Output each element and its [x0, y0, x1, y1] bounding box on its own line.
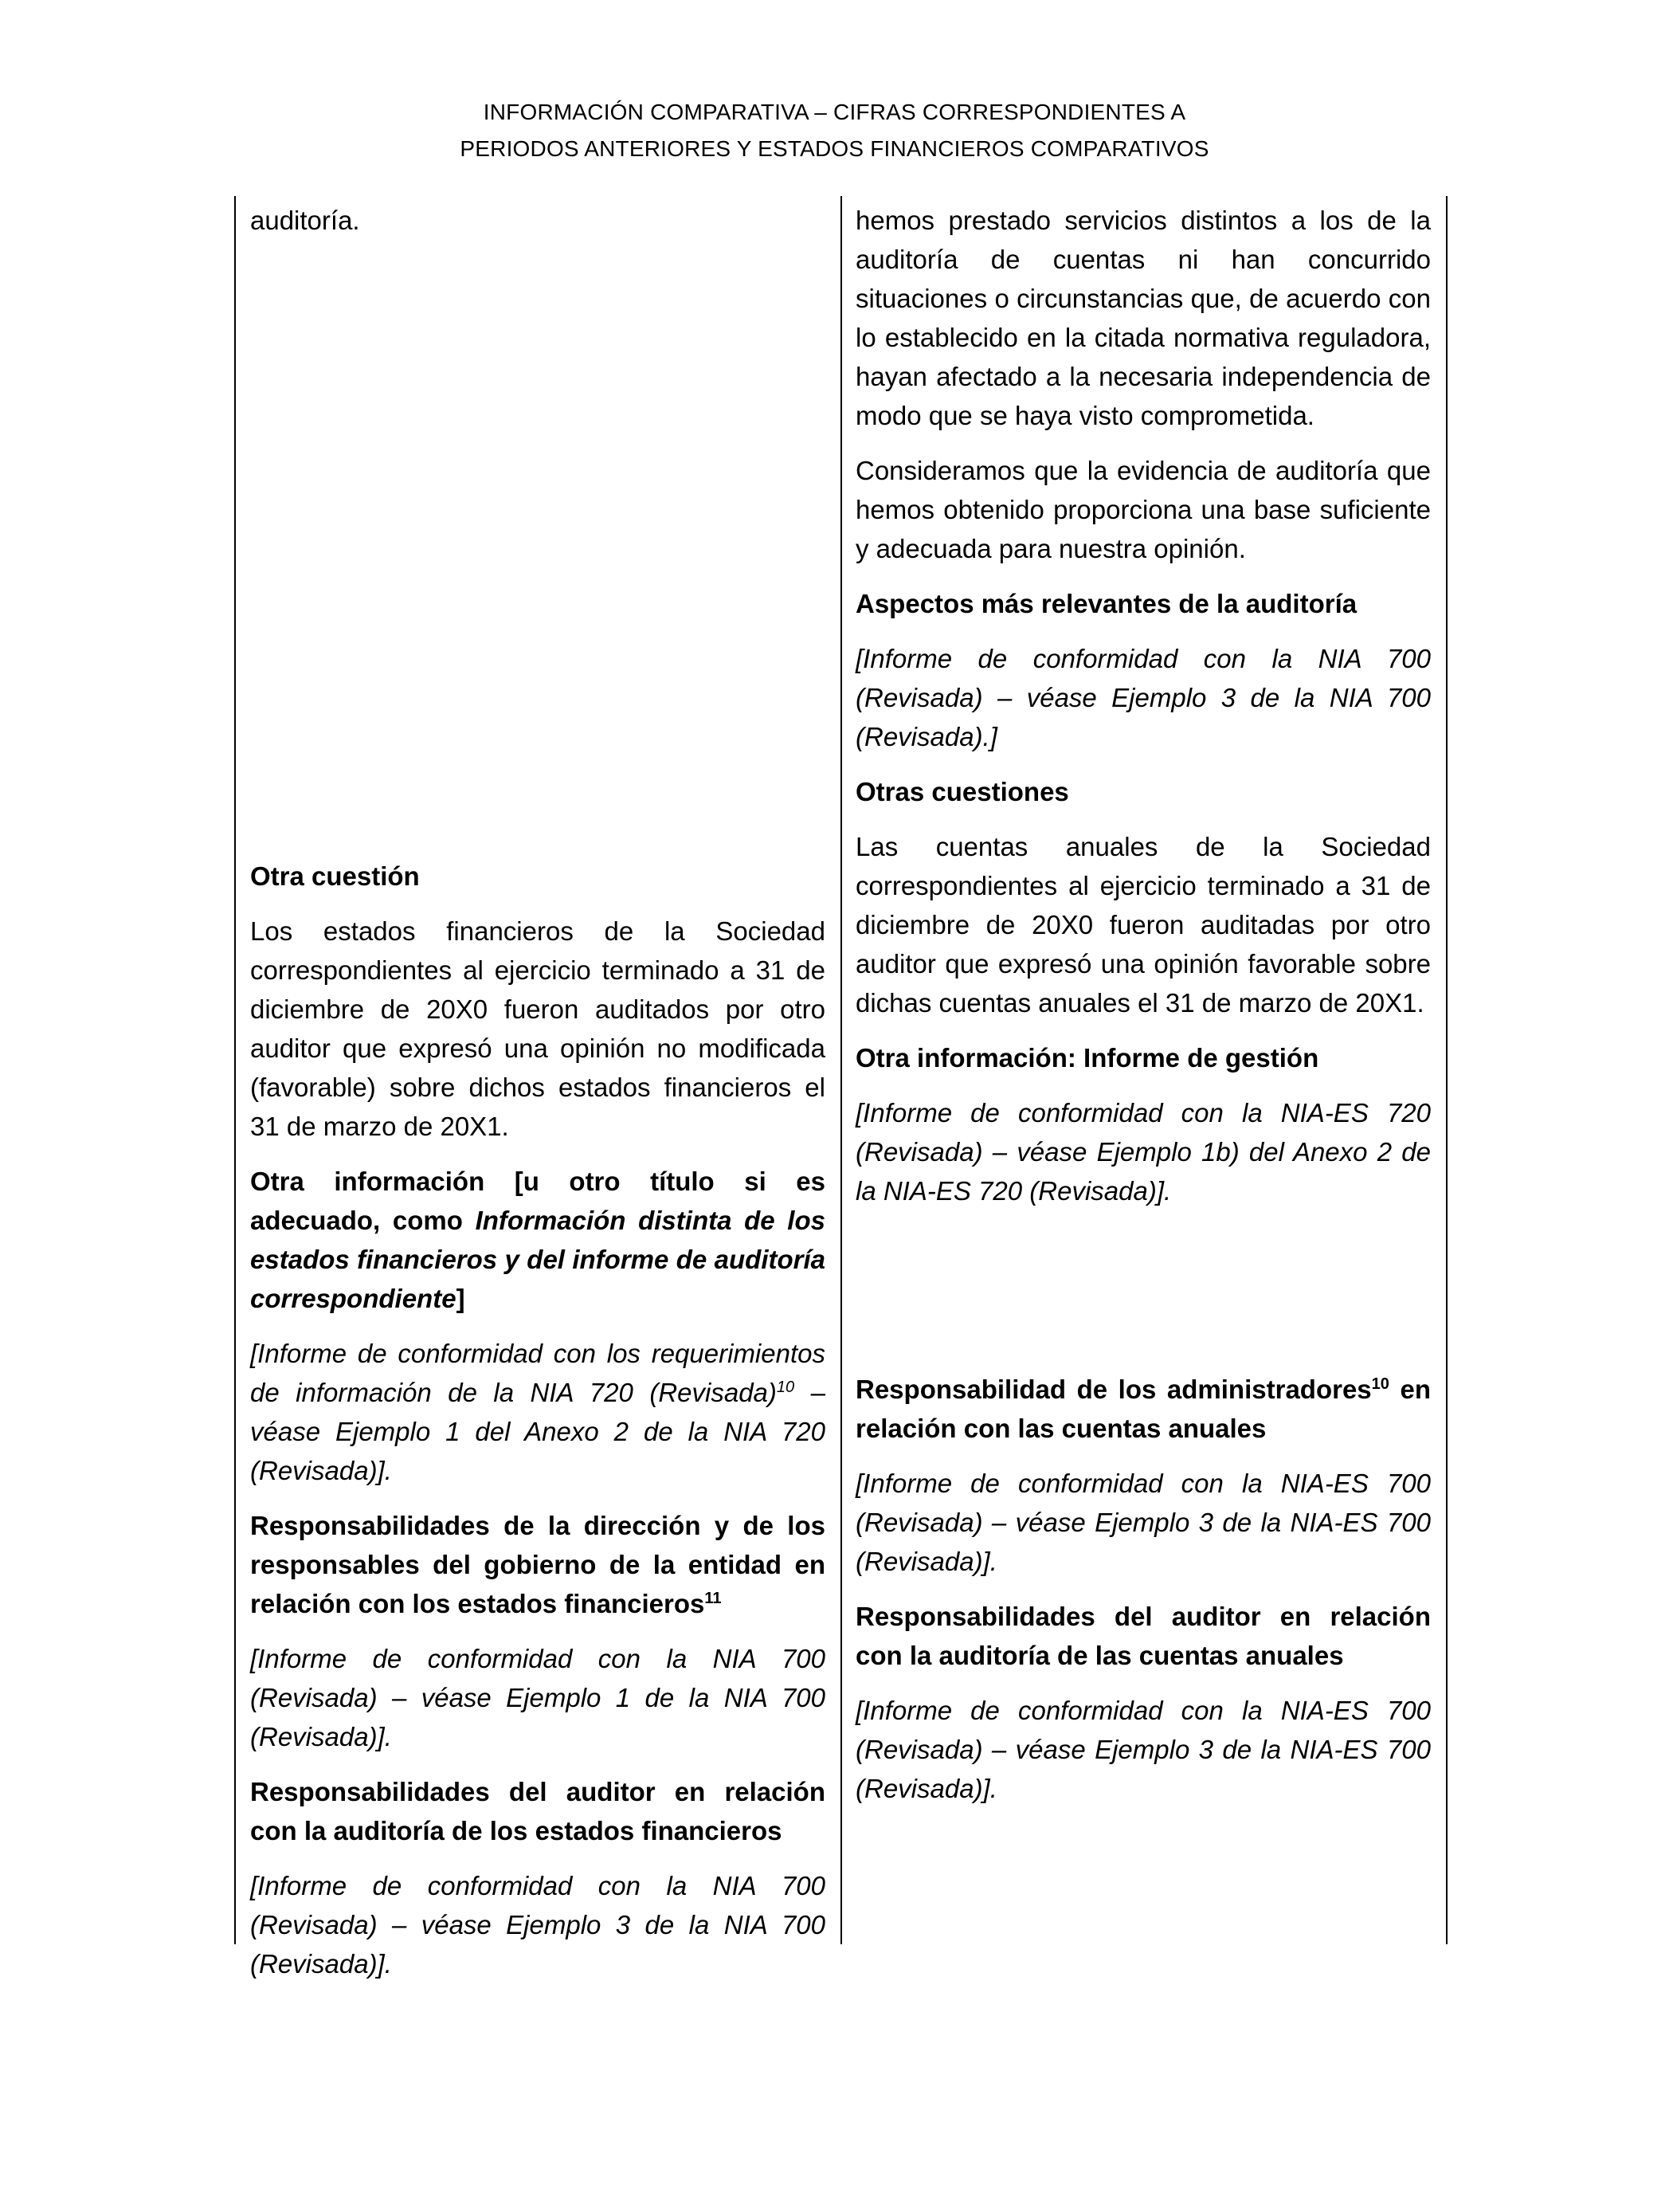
heading-responsabilidades-direccion [250, 1506, 825, 1623]
table-border-left [234, 196, 236, 1944]
heading-responsabilidad-administradores [856, 1370, 1431, 1448]
page-header [0, 94, 1669, 167]
heading-responsabilidad-administradores-part-a: Responsabilidad de los administradores [856, 1375, 1372, 1404]
heading-responsabilidades-direccion-text: Responsabilidades de la dirección y de los responsables del gobierno de la entidad en relación con los estados financieros [250, 1511, 825, 1618]
heading-otra-informacion-italic: Información distinta de los estados financieros y del informe de auditoría correspondiente [250, 1206, 825, 1313]
heading-otra-cuestion: Otra cuestión [250, 861, 420, 891]
right-column [856, 201, 1431, 1824]
paragraph-servicios: hemos prestado servicios distintos a los de la auditoría de cuentas ni han concurrido situaciones o circunstancias que, de acuerdo con lo establecido en la citada normativa reguladora, hayan afectado a la necesaria independencia de modo que se haya visto comprometida. [856, 206, 1431, 430]
left-column [250, 201, 825, 1999]
paragraph-otra-informacion-gestion: [Informe de conformidad con la NIA-ES 720 (Revisada) – véase Ejemplo 1b) del Anexo 2 de la NIA-ES 720 (Revisada)]. [856, 1098, 1431, 1206]
heading-otra-informacion-part-c: ] [456, 1284, 465, 1313]
heading-aspectos-relevantes: Aspectos más relevantes de la auditoría [856, 589, 1358, 618]
heading-otras-cuestiones: Otras cuestiones [856, 777, 1069, 806]
paragraph-responsabilidad-administradores: [Informe de conformidad con la NIA-ES 700 (Revisada) – véase Ejemplo 3 de la NIA-ES 700 (Revisada)]. [856, 1469, 1431, 1576]
heading-responsabilidades-auditor-left: Responsabilidades del auditor en relación con la auditoría de los estados financieros [250, 1777, 825, 1845]
table-border-right [1446, 196, 1448, 1944]
heading-otra-informacion [250, 1162, 825, 1318]
heading-responsabilidad-administradores-part-b: en relación con las cuentas anuales [856, 1375, 1431, 1443]
left-paragraph-auditoria: auditoría. [250, 206, 360, 235]
paragraph-otra-informacion [250, 1334, 825, 1490]
footnote-ref-11: 11 [704, 1590, 722, 1607]
table-border-middle [840, 196, 842, 1944]
paragraph-otras-cuestiones: Las cuentas anuales de la Sociedad correspondientes al ejercicio terminado a 31 de diciembre de 20X0 fueron auditadas por otro auditor que expresó una opinión favorable sobre dichas cuentas anuales el 31 de marzo de 20X1. [856, 832, 1431, 1018]
heading-otra-informacion-part-a: Otra información [u otro título si es adecuado, como [250, 1167, 825, 1235]
paragraph-otra-informacion-part-a: [Informe de conformidad con los requerimientos de información de la NIA 720 (Revisada) [250, 1339, 825, 1407]
paragraph-otra-informacion-part-b: – véase Ejemplo 1 del Anexo 2 de la NIA 720 (Revisada)]. [250, 1378, 825, 1485]
header-line-1: INFORMACIÓN COMPARATIVA – CIFRAS CORRESPONDIENTES A [483, 100, 1186, 124]
paragraph-responsabilidades-auditor-left: [Informe de conformidad con la NIA 700 (Revisada) – véase Ejemplo 3 de la NIA 700 (Revisada)]. [250, 1871, 825, 1979]
heading-responsabilidades-auditor-right: Responsabilidades del auditor en relación con la auditoría de las cuentas anuales [856, 1602, 1431, 1670]
paragraph-responsabilidades-auditor-right: [Informe de conformidad con la NIA-ES 700 (Revisada) – véase Ejemplo 3 de la NIA-ES 700 (Revisada)]. [856, 1696, 1431, 1803]
heading-otra-informacion-gestion: Otra información: Informe de gestión [856, 1043, 1319, 1073]
paragraph-aspectos-relevantes: [Informe de conformidad con la NIA 700 (Revisada) – véase Ejemplo 3 de la NIA 700 (Revisada).] [856, 644, 1431, 751]
footnote-ref-10: 10 [776, 1379, 795, 1396]
footnote-ref-10-right: 10 [1371, 1375, 1389, 1393]
header-line-2: PERIODOS ANTERIORES Y ESTADOS FINANCIEROS COMPARATIVOS [460, 136, 1209, 161]
right-spacer [856, 1226, 1431, 1370]
paragraph-otra-cuestion: Los estados financieros de la Sociedad correspondientes al ejercicio terminado a 31 de diciembre de 20X0 fueron auditados por otro auditor que expresó una opinión no modificada (favorable) sobre dichos estados financieros el 31 de marzo de 20X1. [250, 916, 825, 1141]
paragraph-evidencia: Consideramos que la evidencia de auditoría que hemos obtenido proporciona una base suficiente y adecuada para nuestra opinión. [856, 456, 1431, 563]
left-spacer [250, 256, 825, 857]
paragraph-responsabilidades-direccion: [Informe de conformidad con la NIA 700 (Revisada) – véase Ejemplo 1 de la NIA 700 (Revisada)]. [250, 1644, 825, 1751]
